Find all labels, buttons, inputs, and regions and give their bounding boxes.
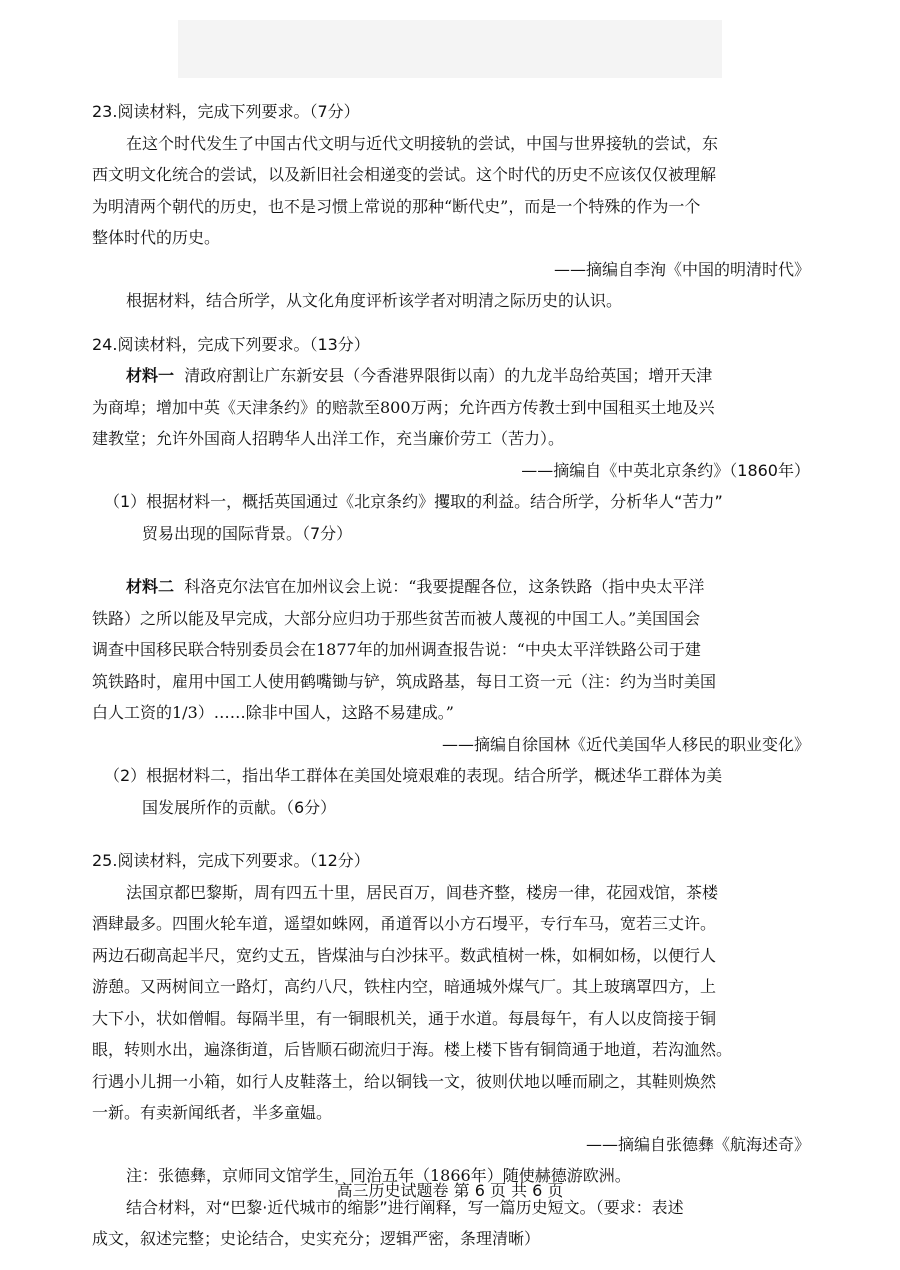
q25-material-line: 眼，转则水出，遍涤街道，后皆顺石砌流归于海。楼上楼下皆有铜筒通于地道，若沟洫然。 [92, 1040, 733, 1059]
q23-source: ——摘编自李洵《中国的明清时代》 [553, 259, 810, 279]
q24-material1-line [92, 360, 810, 392]
q25-material-line: 法国京都巴黎斯，周有四五十里，居民百万，闾巷齐整，楼房一律，花园戏馆，茶楼 [126, 882, 719, 902]
q24-heading: 24.阅读材料，完成下列要求。（13分） [92, 334, 370, 354]
q24-material2-line: 铁路）之所以能及早完成，大部分应归功于那些贫苦而被人蔑视的中国工人。”美国国会 [92, 608, 701, 628]
q23-heading: 23.阅读材料，完成下列要求。（7分） [92, 102, 360, 121]
page-footer: 高三历史试题卷 第 6 页 共 6 页 [336, 1181, 564, 1200]
q25-material-line: 行遇小儿拥一小箱，如行人皮鞋落土，给以铜钱一文，彼则伏地以唾而刷之，其鞋则焕然 [92, 1071, 717, 1091]
q25-material-line: 游憩。又两树间立一路灯，高约八尺，铁柱内空，暗通城外煤气厂。其上玻璃罩四方，上 [92, 977, 717, 996]
q24-material1-line: 为商埠；增加中英《天津条约》的赔款至800万两；允许西方传教士到中国租买土地及兴 [92, 397, 715, 417]
q24-material2-text: 科洛克尔法官在加州议会上说：“我要提醒各位，这条铁路（指中央太平洋 [184, 577, 705, 596]
q25-question-cont: 成文，叙述完整；史论结合，史实充分；逻辑严密，条理清晰） [92, 1229, 541, 1248]
q23-material-line: 为明清两个朝代的历史，也不是习惯上常说的那种“断代史”，而是一个特殊的作为一个 [92, 196, 701, 216]
q25-material-line: 大下小，状如僧帽。每隔半里，有一铜眼机关，通于水道。每晨每午，有人以皮筒接于铜 [92, 1008, 717, 1028]
q24-material2-label: 材料二 [126, 577, 175, 596]
q23-question: 根据材料，结合所学，从文化角度评析该学者对明清之际历史的认识。 [126, 291, 623, 310]
q24-material2-line: 调查中国移民联合特别委员会在1877年的加州调查报告说：“中央太平洋铁路公司于建 [92, 640, 701, 659]
q24-material1-label: 材料一 [126, 366, 175, 385]
q25-source: ——摘编自张德彝《航海述奇》 [585, 1134, 810, 1154]
q23-material-line: 整体时代的历史。 [92, 228, 221, 247]
q25-material-line: 一新。有卖新闻纸者，半多童媪。 [92, 1103, 333, 1122]
q24-material2-line: 筑铁路时，雇用中国工人使用鹤嘴锄与铲，筑成路基，每日工资一元（注：约为当时美国 [92, 671, 717, 691]
q24-material2-line: 白人工资的1/3）……除非中国人，这路不易建成。” [92, 703, 454, 722]
q24-subquestion-2-cont: 国发展所作的贡献。（6分） [142, 797, 337, 817]
q24-material1-text: 清政府割让广东新安县（今香港界限街以南）的九龙半岛给英国；增开天津 [184, 366, 713, 385]
q24-subquestion-1: （1）根据材料一，概括英国通过《北京条约》攫取的利益。结合所学，分析华人“苦力” [104, 492, 723, 511]
q25-heading: 25.阅读材料，完成下列要求。（12分） [92, 851, 370, 870]
header-blank-region [178, 20, 722, 78]
q24-subquestion-2: （2）根据材料二，指出华工群体在美国处境艰难的表现。结合所学，概述华工群体为美 [104, 766, 723, 785]
q25-material-line: 酒肆最多。四围火轮车道，遥望如蛛网，甬道胥以小方石墁平，专行车马，宽若三丈许。 [92, 914, 717, 933]
exam-page [92, 96, 810, 1255]
q24-material1-source: ——摘编自《中英北京条约》（1860年） [521, 460, 810, 480]
q24-material2-line [92, 571, 810, 603]
q24-subquestion-1-cont: 贸易出现的国际背景。（7分） [142, 523, 353, 543]
q23-material-line: 西文明文化统合的尝试，以及新旧社会相递变的尝试。这个时代的历史不应该仅仅被理解 [92, 165, 717, 184]
q25-material-line: 两边石砌高起半尺，宽约丈五，皆煤油与白沙抹平。数武植树一株，如桐如杨，以便行人 [92, 945, 717, 965]
q23-material-line: 在这个时代发生了中国古代文明与近代文明接轨的尝试，中国与世界接轨的尝试，东 [126, 133, 719, 153]
q25-note: 注：张德彝，京师同文馆学生，同治五年（1866年）随使赫德游欧洲。 [126, 1166, 631, 1185]
q24-material2-source: ——摘编自徐国林《近代美国华人移民的职业变化》 [441, 734, 810, 754]
q24-material1-line: 建教堂；允许外国商人招聘华人出洋工作，充当廉价劳工（苦力）。 [92, 429, 565, 448]
q25-question: 结合材料，对“巴黎·近代城市的缩影”进行阐释，写一篇历史短文。（要求：表述 [126, 1197, 684, 1217]
